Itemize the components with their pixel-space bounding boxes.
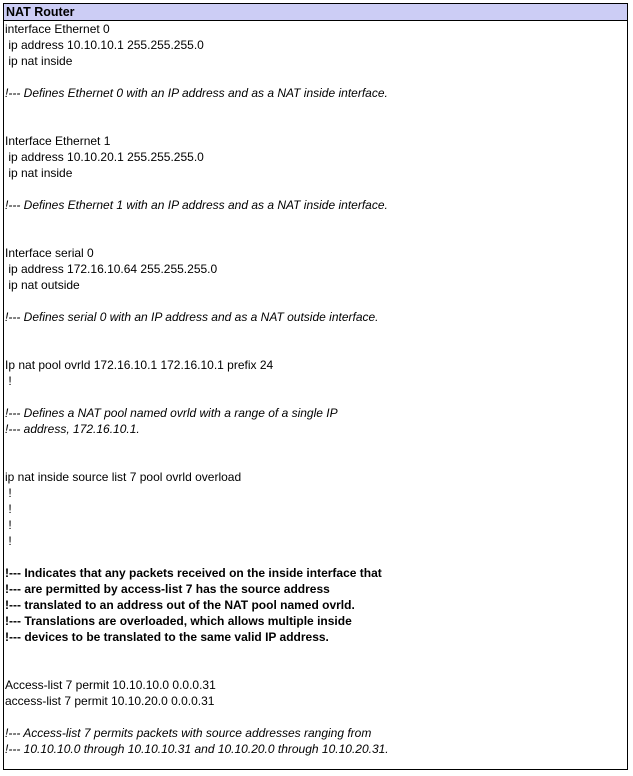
config-line: ip address 10.10.20.1 255.255.255.0 (5, 150, 204, 164)
config-line: ! (5, 534, 12, 548)
comment-line: !--- address, 172.16.10.1. (5, 422, 140, 436)
config-line: ip nat outside (5, 278, 80, 292)
comment-line: !--- Defines serial 0 with an IP address and as a NAT outside interface. (5, 310, 379, 324)
config-body (4, 21, 627, 757)
config-line: ! (5, 374, 12, 388)
bold-comment-line: !--- are permitted by access-list 7 has the source address (5, 582, 330, 596)
comment-line: !--- Defines a NAT pool named ovrld with a range of a single IP (5, 406, 338, 420)
bold-comment-line: !--- translated to an address out of the NAT pool named ovrld. (5, 598, 355, 612)
blank-line (4, 661, 627, 677)
comment-line: !--- Defines Ethernet 0 with an IP address and as a NAT inside interface. (5, 86, 388, 100)
blank-line (4, 325, 627, 341)
config-line: ! (5, 486, 12, 500)
comment-line: !--- Defines Ethernet 1 with an IP address and as a NAT inside interface. (5, 198, 388, 212)
bold-comment-line: !--- devices to be translated to the same valid IP address. (5, 630, 329, 644)
nat-router-config-table (3, 3, 628, 770)
table-header: NAT Router (4, 4, 627, 21)
blank-line (4, 69, 627, 85)
blank-line (4, 117, 627, 133)
blank-line (4, 293, 627, 309)
config-line: Interface serial 0 (5, 246, 94, 260)
blank-line (4, 181, 627, 197)
blank-line (4, 229, 627, 245)
config-line: ip address 10.10.10.1 255.255.255.0 (5, 38, 204, 52)
config-line: ! (5, 518, 12, 532)
blank-line (4, 389, 627, 405)
blank-line (4, 709, 627, 725)
blank-line (4, 549, 627, 565)
config-line: ip nat inside source list 7 pool ovrld overload (5, 470, 242, 484)
config-line: ! (5, 502, 12, 516)
blank-line (4, 213, 627, 229)
bold-comment-line: !--- Indicates that any packets received on the inside interface that (5, 566, 382, 580)
config-line: interface Ethernet 0 (5, 22, 110, 36)
config-line: ip address 172.16.10.64 255.255.255.0 (5, 262, 218, 276)
comment-line: !--- Access-list 7 permits packets with source addresses ranging from (5, 726, 372, 740)
blank-line (4, 437, 627, 453)
config-line: ip nat inside (5, 54, 73, 68)
config-line: Interface Ethernet 1 (5, 134, 111, 148)
blank-line (4, 453, 627, 469)
blank-line (4, 645, 627, 661)
config-line: access-list 7 permit 10.10.20.0 0.0.0.31 (5, 694, 215, 708)
comment-line: !--- 10.10.10.0 through 10.10.10.31 and 10.10.20.0 through 10.10.20.31. (5, 742, 389, 756)
bold-comment-line: !--- Translations are overloaded, which allows multiple inside (5, 614, 352, 628)
blank-line (4, 101, 627, 117)
config-line: Ip nat pool ovrld 172.16.10.1 172.16.10.1 prefix 24 (5, 358, 274, 372)
config-line: ip nat inside (5, 166, 73, 180)
config-line: Access-list 7 permit 10.10.10.0 0.0.0.31 (5, 678, 216, 692)
blank-line (4, 341, 627, 357)
